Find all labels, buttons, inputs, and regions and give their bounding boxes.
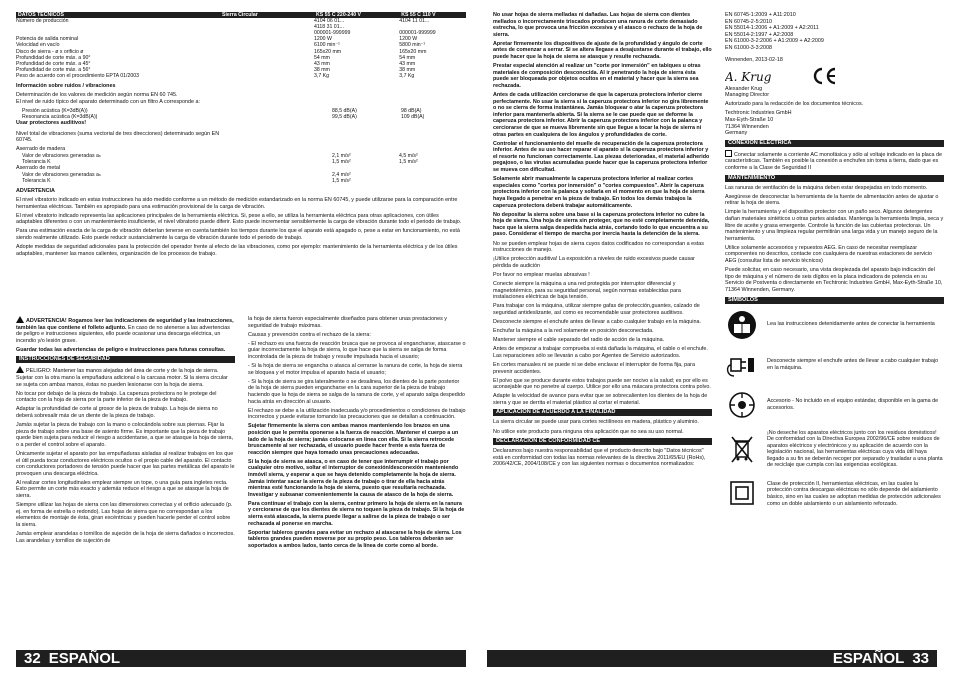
table-cell: 4104 11 01... <box>399 18 430 25</box>
authorized-text: Autorizado para la redacción de los documentos técnicos. <box>725 101 864 108</box>
right-page <box>477 0 954 677</box>
table-cell: 38 mm <box>399 66 416 73</box>
vibration-wood: Aserrado de madera <box>16 146 66 153</box>
col-c-p4: Antes de cada utilización cerciorarse de que la caperuza protectora inferior cierre perfectamente. No usar la sierra si la caperuza protectora inferior no gira libremente o no se cierra de forma instantánea. Jamás bloquear o atar la caperuza protectora inferior para mantenerla abierta. Si la sierra se le cae puede que se deforme la caperuza protectora inferior. Abrir la caperuza protectora inferior con la palanca y cerciorarse de que se mueva libremente sin que llegue a tocar la hoja de sierra ni otras partes en cualquiera de los ángulos y profundidades de corte. <box>493 92 709 138</box>
left-column-b <box>248 316 466 646</box>
advertencia-heading: ADVERTENCIA <box>16 187 55 194</box>
maintenance-p4: Utilice solamente accesorios y repuestos AEG. En caso de necesitar reemplazar componentes no descritos, contacte con cualquiera de nuestras estaciones de servicio AEG (consultar lista de servicio técnicos) <box>725 244 933 265</box>
col-c-p17: En cortes manuales ni se puede ni se debe enclavar el interruptor de forma fija, para prevenir accidentes. <box>493 361 695 375</box>
noise-table <box>16 108 466 120</box>
table-cell: 3,7 Kg <box>314 72 329 79</box>
col-b-p10: Soportar tableros grandes para evitar un rechazo al atascarse la hoja de sierra. Los tableros grandes pueden moverse por su propio peso. Los tableros deberán ser soportados a ambos lados, tanto cerca de la línea de corte como al borde. <box>248 529 462 549</box>
table-cell: Profundidad de corte máx. a 56° <box>16 66 91 73</box>
standard-item: EN 55014-2:1997 + A2:2008 <box>725 31 794 38</box>
table-cell: 38 mm <box>314 66 330 73</box>
maintenance-p1: Las ranuras de ventilación de la máquina deben estar despejadas en todo momento. <box>725 184 928 191</box>
left-top-section <box>16 12 466 260</box>
signer-title: Managing Director <box>725 92 770 99</box>
ce-mark-icon <box>811 66 837 86</box>
table-row: Tolerancia K 1,5 m/s² <box>22 177 351 184</box>
warning-triangle-icon <box>16 366 24 373</box>
accessory-icon <box>725 390 759 420</box>
spec-table <box>16 12 466 79</box>
standard-item: EN 61000-3-3:2008 <box>725 44 773 51</box>
table-row: Tolerancia K 1,5 m/s² 1,5 m/s² <box>22 158 418 165</box>
symbols-heading: SÍMBOLOS <box>725 297 944 304</box>
use-heading: APLICACIÓN DE ACUERDO A LA FINALIDAD <box>493 409 712 416</box>
vibration-metal-table <box>16 172 466 184</box>
spec-header-model-1: KS 55 C 220-240 V <box>314 12 399 18</box>
company-line-4: Germany <box>725 130 748 137</box>
standard-item: EN 61000-3-2:2006 + A1:2009 + A2:2009 <box>725 38 824 45</box>
safety-heading: INSTRUCCIONES DE SEGURIDAD <box>16 356 235 363</box>
table-cell: Velocidad en vacío <box>16 42 60 49</box>
symbol-row-class-ii <box>725 479 944 509</box>
table-cell: Profundidad de corte máx. a 90° <box>16 54 91 61</box>
col-c-p2: Apretar firmemente los dispositivos de ajuste de la profundidad y ángulo de corte antes de comenzar a serrar. Si se altera llegase a desajustarse durante el trabajo, ello puede hacer que la hoja de sierra se atasque y resulte rechazada. <box>493 40 712 61</box>
maintenance-p3: Limpie la herramienta y el dispositivo protector con un paño seco. Algunos detergentes dañan materiales sintéticos u otras partes aisladas. Mantenga la herramienta limpia, seca y libre de aceite y grasa emergente. Controle la función de las cubiertas protectoras. Un mantenimiento y una limpieza regular permitirán una larga vida y un manejo seguro de la herramienta. <box>725 209 944 242</box>
table-row: Presión acústica (K=3dB(A)) 88,5 dB(A) 98 dB(A) <box>22 107 422 114</box>
col-c-p18: El polvo que se produce durante estos trabajos puede ser nocivo a la salud; es por ello es aconsejable que no penetre al cuerpo. Utilice por ello una máscara protectora contra polvo. <box>493 377 711 391</box>
safety-s7: Siempre utilizar las hojas de sierra con las dimensiones correctas y el orificio adecuado (p. ej. en forma de estrella o redondo). Las hojas de sierra que no correspondan a los elementos de montaje de ésta, giran excéntricas y pueden hacerle perder el control sobre la sierra. <box>16 502 233 528</box>
vibration-intro: Nivel total de vibraciones (suma vectorial de tres direcciones) determinado según EN 60745. <box>16 130 220 144</box>
standard-item: EN 60745-1:2009 + A11:2010 <box>725 12 796 18</box>
noise-heading: Información sobre ruidos / vibraciones <box>16 83 116 90</box>
col-b-p1: la hoja de sierra fueron especialmente diseñados para obtener unas prestaciones y seguridad de trabajo máximas. <box>248 316 447 329</box>
table-cell: 1200 W <box>399 36 418 43</box>
table-row <box>16 73 466 79</box>
col-c-p14: Enchufar la máquina a la red solamente en posición desconectada. <box>493 328 654 335</box>
spec-header-title: DATOS TÉCNICOS <box>16 12 220 18</box>
table-cell: 000001-999999 <box>399 30 436 37</box>
table-cell: Profundidad de corte máx. a 45° <box>16 60 91 67</box>
left-footer <box>16 650 466 667</box>
col-c-p3: Prestar especial atención al realizar un "corte por inmersión" en tabiques u otras materiales de composición desconocida. Al ir penetrando la hoja de sierra ésta puede ser bloqueada por objetos ocultos en el material y hacer que la sierra sea rechazada. <box>493 63 701 89</box>
table-cell: Número de producción <box>16 18 69 25</box>
table-cell: 43 mm <box>399 60 416 67</box>
symbol-text-unplug: Desconecte siempre el enchufe antes de llevar a cabo cualquier trabajo en la máquina. <box>767 357 939 371</box>
advertencia-p3: Para una estimación exacta de la carga de vibración deberían tenerse en cuenta también los tiempos durante los que el aparato está apagado o, pese a estar en funcionamiento, no está siendo realmente utilizado. Esto puede reducir sustancialmente la carga de vibración durante todo el periodo de trabajo. <box>16 228 460 241</box>
table-cell: Disco de sierra - ø x orificio ø <box>16 48 84 55</box>
page-number-right: 33 <box>912 650 929 667</box>
warning-keep: Guardar todas las advertencias de peligro e instrucciones para futuras consultas. <box>16 346 226 353</box>
col-c-p16: Antes de empezar a trabajar comprueba si está dañada la máquina, el cable o el enchufe. Las reparaciones sólo se llevarán a cabo por Agentes de Servicio autorizados. <box>493 346 708 359</box>
table-cell: 4118 31 01... <box>314 24 344 31</box>
safety-s8: Jamás emplear arandelas o tornillos de sujeción de la hoja de sierra dañados o incorrectos. Las arandelas y tornillos de sujeción de <box>16 531 235 544</box>
col-c-p5: Controlar el funcionamiento del muelle de recuperación de la caperuza protectora inferior. Antes de su uso hacer reparar el aparato si la caperuza protectora inferior y el resorte no funcionan correctamente. Las piezas deterioradas, el material adherido pegajoso, o las virutas acumuladas puede hacer que la caperuza protectora inferior se mueva con dificultad. <box>493 140 710 174</box>
safety-s5: Únicamente sujetar el aparato por las empuñaduras aisladas al realizar trabajos en los que el útil pueda tocar conductores eléctricos ocultos o el propio cable del aparato. El contacto con conductores portadores de tensión puede hacer que las partes metálicas del aparato le provoquen una descarga eléctrica. <box>16 451 235 477</box>
electrical-heading: CONEXIÓN ELÉCTRICA <box>725 140 944 147</box>
table-cell: 165x20 mm <box>399 48 427 55</box>
read-manual-icon <box>725 310 759 340</box>
maintenance-heading: MANTENIMIENTO <box>725 175 944 182</box>
vibration-metal: Aserrado de metal <box>16 165 61 172</box>
company-line-3: 71364 Winnenden <box>725 123 769 130</box>
table-cell: 54 mm <box>399 54 416 61</box>
table-cell: 000001-999999 <box>314 30 351 37</box>
spec-header-product: Sierra Circular <box>220 12 314 18</box>
place-date: Winnenden, 2013-02-18 <box>725 56 783 63</box>
unplug-icon <box>725 350 759 380</box>
table-row: Resonancia acústica (K=3dB(A)) 99,5 dB(A) 109 dB(A) <box>22 113 425 120</box>
safety-s1: PELIGRO: Mantener las manos alejadas del área de corte y de la hoja de sierra. Sujetar con la otra mano la empuñadura adicional o la carcasa motor. Si la sierra circular se sujeta con ambas manos, éstas no pueden lesionarse con la hoja de sierra. <box>16 368 228 388</box>
right-column-d <box>725 12 944 652</box>
table-cell: 165x20 mm <box>314 48 342 55</box>
right-footer <box>487 650 937 667</box>
safety-s6: Al realizar cortes longitudinales emplear siempre un tope, o una guía para ingletes recta. Esto permite un corte más exacto y además reduce el riesgo a que se atasque la hoja de sierra. <box>16 479 229 500</box>
symbol-row-read-manual <box>725 310 944 340</box>
table-row: Valor de vibraciones generadas aₕ 2,4 m/s² <box>22 171 351 178</box>
col-c-p7: No depositar la sierra sobre una base si la caperuza protectora inferior no cubre la hoja de sierra. Una hoja de sierra sin proteger, que no esté completamente detenida, hace que la sierra salga despedida hacia atrás, cortando todo lo que encuentra a su paso. Considerar el tiempo de marcha por inercia hasta la detención de la sierra. <box>493 211 710 238</box>
advertencia-p2: El nivel vibratorio indicado representa las aplicaciones principales de la herramienta eléctrica. Si, pese a ello, se utiliza la herramienta eléctrica para otras aplicaciones, con útiles adaptables diferentes o con un mantenimiento insuficiente, el nivel vibratorio puede diferir. Esto puede incrementar sensiblemente la carga de vibración durante todo el periodo de trabajo. <box>16 212 462 226</box>
conformity-p: Declaramos bajo nuestra responsabilidad que el producto descrito bajo "Datos técnicos" está en conformidad con todas las normas relevantes de la directiva 2011/65/EU (RoHs), 2006/42/CE, 2004/108/CE y con las siguientes normas o documentos normalizados: <box>493 448 706 468</box>
col-b-p7: Sujetar firmemente la sierra con ambas manos manteniendo los brazos en una posición que le permita oponerse a la fuerza de reacción. Mantener el cuerpo a un lado de la hoja de sierra; jamás colocarse en línea con ella. Si la sierra retrocede bruscamente al ser rechazada, el usuario puede hacer frente a esta fuerza de reacción siempre que haya tomado unas precauciones adecuadas. <box>248 423 459 456</box>
noise-intro: Determinación de los valores de medición según norma EN 60 745. El nivel de ruido típico del aparato determinado con un filtro A corresponde a: <box>16 92 200 105</box>
col-b-p8: Si la hoja de sierra se atasca, o en caso de tener que interrumpir el trabajo por cualquier otro motivo, soltar el interruptor de conexión/desconexión manteniendo inmóvil sierra, y esperar a que se haya detenido completamente la hoja de sierra. Jamás intentar sacar la sierra de la pieza de trabajo o tirar de ella hacia atrás mientras esté funcionando la hoja de sierra, puesto que resultaría rechazada. Investigar y subsanar convenientemente la causa de atasco de la hoja de sierra. <box>248 458 459 498</box>
table-cell <box>220 73 314 79</box>
col-c-p1: No usar hojas de sierra melladas ni dañadas. Las hojas de sierra con dientes mellados o incorrectamente triscados producen una ranura de corte demasiado estrecha, lo que provoca una fricción excesiva y el atasco o rechazo de la hoja de sierra. <box>493 12 703 38</box>
col-b-p5: - Si la hoja de sierra se gira lateralmente o se desalinea, los dientes de la parte posterior de la hoja de sierra pueden engancharse en la cara superior de la pieza de trabajo haciendo que la hoja de sierra se salga de la ranura de corte, y el aparato salga despedido hacia atrás en dirección al usuario. <box>248 378 465 405</box>
symbol-text-weee: ¡No deseche los aparatos eléctricos junto con los residuos domésticos! De conformidad con la Directiva Europea 2002/96/CE sobre residuos de aparatos eléctricos y electrónicos y su aplicación de acuerdo con la legislación nacional, las herramientas eléctricas cuya vida útil haya llegado a su fin se deberán recoger por separado y trasladar a una planta de reciclaje que cumpla con las exigencias ecológicas. <box>767 429 943 469</box>
standard-item: EN 60745-2-5:2010 <box>725 18 773 25</box>
vibration-wood-table <box>16 153 466 165</box>
safety-s3: Adaptar la profundidad de corte al grosor de la pieza de trabajo. La hoja de sierra no deberá sobresalir más de un diente de la pieza de trabajo. <box>16 406 218 420</box>
symbol-text-accessory: Accesorio - No incluido en el equipo estándar, disponible en la gama de accesorios. <box>767 397 939 411</box>
signature: A. Krug <box>725 69 772 84</box>
table-cell: Potencia de salida nominal <box>16 36 79 43</box>
col-b-p3: - El rechazo es una fuerza de reacción brusca que se provoca al engancharse, atascarse o guiar incorrectamente la hoja de sierra, lo que hace que la sierra se salga de forma incontrolada de la pieza de trabajo y resulte impulsada hacia el usuario; <box>248 340 466 360</box>
table-cell: 43 mm <box>314 60 330 67</box>
noise-protect: Usar protectores auditivos! <box>16 120 87 126</box>
col-c-p11: Conecte siempre la máquina a una red protegida por interruptor diferencial y magnetotérmico, para su seguridad personal, según normas establecidas para instalaciones eléctricas de baja tensión. <box>493 280 681 301</box>
col-c-p13: Desconecte siempre el enchufe antes de llevar a cabo cualquier trabajo en la máquina. <box>493 318 701 325</box>
col-c-p8: No se pueden emplear hojas de sierra cuyos datos codificados no correspondan a estas instrucciones de manejo. <box>493 240 704 254</box>
col-b-p2: Causas y prevención contra el rechazo de la sierra: <box>248 331 371 338</box>
standard-item: EN 55014-1:2006 + A1:2009 + A2:2011 <box>725 25 819 32</box>
table-cell: Peso de acuerdo con el procedimiento EPTA 01/2003 <box>16 72 140 79</box>
col-b-p6: El rechazo se debe a la utilización inadecuada y/o procedimientos o condiciones de trabajo incorrectos y puede evitarse tomando las precauciones que se detallan a continuación. <box>248 407 466 421</box>
page-number-left: 32 <box>24 650 41 667</box>
company-line-1: Techtronic Industries GmbH <box>725 110 792 117</box>
col-c-p10: Por favor no emplear muelas abrasivas ! <box>493 271 590 278</box>
col-c-p6: Solamente abrir manualmente la caperuza protectora inferior al realizar cortes especiales como "cortes por inmersión" o "cortes compuestos". Abrir la caperuza protectora inferior con la palanca y soltarla en el momento en que la hoja de sierra haya llegado a penetrar en la pieza de trabajo. En todos los demás trabajos la caperuza protectora deberá trabajar automáticamente. <box>493 176 705 209</box>
spec-header-model-2: KS 55 C 110 V <box>399 12 466 18</box>
symbol-text-class-ii: Clase de protección II, herramientas eléctricas, en las cuales la protección contra descargas eléctricas no sólo depende del aislamiento básico, sino en las cuales se adoptan medidas de protección adicionales como un doble aislamiento o un aislamiento reforzado. <box>767 480 941 507</box>
safety-s4: Jamás sujetar la pieza de trabajo con la mano o colocándola sobre sus piernas. Fijar la pieza de trabajo sobre una base de asiento firme. Es importante que la pieza de trabajo quede bien sujeta para reducir el riesgo a accidentarse, a que se atasque la hoja de sierra, o a perder el control sobre el aparato. <box>16 422 233 448</box>
standards-list <box>725 12 944 52</box>
col-b-p4: - Si la hoja de sierra se engancha o atasca al cerrarse la ranura de corte, la hoja de sierra se bloquea y el motor impulsa el aparato hacia el usuario; <box>248 363 463 376</box>
weee-bin-icon <box>725 434 759 464</box>
col-c-p19: Adapte la velocidad de avance para evitar que se sobrecalienten los dientes de la hoja de sierra y que se derrita el material plástico al cortar el material. <box>493 393 708 406</box>
class-ii-insulation-icon <box>725 479 759 509</box>
conformity-heading: DECLARACION DE CONFORMIDAD CE <box>493 438 712 445</box>
maintenance-p5: Puede solicitar, en caso necesario, una vista despiezada del aparato bajo indicación del tipo de máquina y el número de seis dígitos en la placa indicadora de potencia en su Servicio de Postventa o directamente en Techtronic Industries GmbH, Max-Eyth-Straße 10, 71364 Winnenden, Germany. <box>725 267 943 293</box>
table-cell: 1200 W <box>314 36 332 43</box>
advertencia-p4: Adopte medidas de seguridad adicionales para la protección del operador frente al efecto de las vibraciones, como por ejemplo: mantenimiento de la herramienta eléctrica y de los útiles adaptables, mantener las manos calientes, organización de los procesos de trabajo. <box>16 244 458 257</box>
table-cell: 3,7 Kg <box>399 72 415 79</box>
col-b-p9: Para continuar el trabajo con la sierra, centrar primero la hoja de sierra en la ranura y cerciorarse de que los dientes de sierra no toquen la pieza de trabajo. Si la hoja de sierra está atascada, la sierra puede llegar a salirse de la pieza de trabajo o ser rechazada al ponerse en marcha. <box>248 500 465 527</box>
use-p1: La sierra circular se puede usar para cortes rectilíneos en madera, plástico y aluminio. <box>493 419 699 426</box>
col-c-p12: Para trabajar con la máquina, utilizar siempre gafas de protección,guantes, calzado de seguridad antideslizante, así como es recomendable usar protectores auditivos. <box>493 303 700 316</box>
table-cell: 5800 min⁻¹ <box>399 42 426 49</box>
left-column-a <box>16 316 235 646</box>
double-insulation-icon <box>725 150 732 157</box>
table-cell: 4104 06 01... <box>314 18 345 25</box>
warning-triangle-icon <box>16 316 24 323</box>
electrical-p: Conectar solamente a corriente AC monofásica y sólo al voltaje indicado en la placa de características. También es posible la conexión a enchufes sin toma a tierra, dado que es conforme a la Clase de Seguridad II <box>725 151 942 171</box>
symbol-row-unplug <box>725 350 944 380</box>
company-line-2: Max-Eyth-Straße 10 <box>725 117 774 124</box>
signature-row <box>725 66 944 86</box>
right-column-c <box>493 12 712 652</box>
safety-s2: No tocar por debajo de la pieza de trabajo. La caperuza protectora no le protege del contacto con la hoja de sierra por la parte inferior de la pieza de trabajo. <box>16 390 217 404</box>
col-c-p9: ¡Utilice protección auditiva! La exposición a niveles de ruido excesivos puede causar pérdida de audición <box>493 256 695 269</box>
warning-block: ADVERTENCIA! Rogamos leer las indicaciones de seguridad y las instrucciones, también las que contiene el folleto adjunto. En caso de no atenerse a las advertencias de peligro e instrucciones siguientes, ello puede ocasionar una descarga eléctrica, un incendio y/o lesión grave. <box>16 318 234 344</box>
use-p2: No utilice este producto para ninguna otra aplicación que no sea su uso normal. <box>493 428 684 435</box>
advertencia-p1: El nivel vibratorio indicado en estas instrucciones ha sido medido conforme a un método de medición estandarizado en la norma EN 60745, y puede utilizarse para la comparación entre herramientas eléctricas. También es apropiado para una estimación provisional de la carga de vibración. <box>16 196 458 210</box>
symbol-row-weee <box>725 430 944 470</box>
maintenance-p2: Asegúrese de desconectar la herramienta de la fuente de alimentación antes de ajustar o retirar la hoja de sierra. <box>725 193 939 207</box>
table-cell: 54 mm <box>314 54 330 61</box>
signer-name: Alexander Krug <box>725 85 763 92</box>
table-cell: 6100 min⁻¹ <box>314 42 340 49</box>
footer-language-left: ESPAÑOL <box>48 650 121 667</box>
footer-language-right: ESPAÑOL <box>832 650 905 667</box>
symbol-text-read-manual: Lea las instrucciones detenidamente antes de conectar la herramienta <box>767 321 935 328</box>
symbol-row-accessory <box>725 390 944 420</box>
col-c-p15: Mantener siempre el cable separado del radio de acción de la máquina. <box>493 337 665 344</box>
table-row: Valor de vibraciones generadas aₕ 2,1 m/s² 4,5 m/s² <box>22 152 418 159</box>
